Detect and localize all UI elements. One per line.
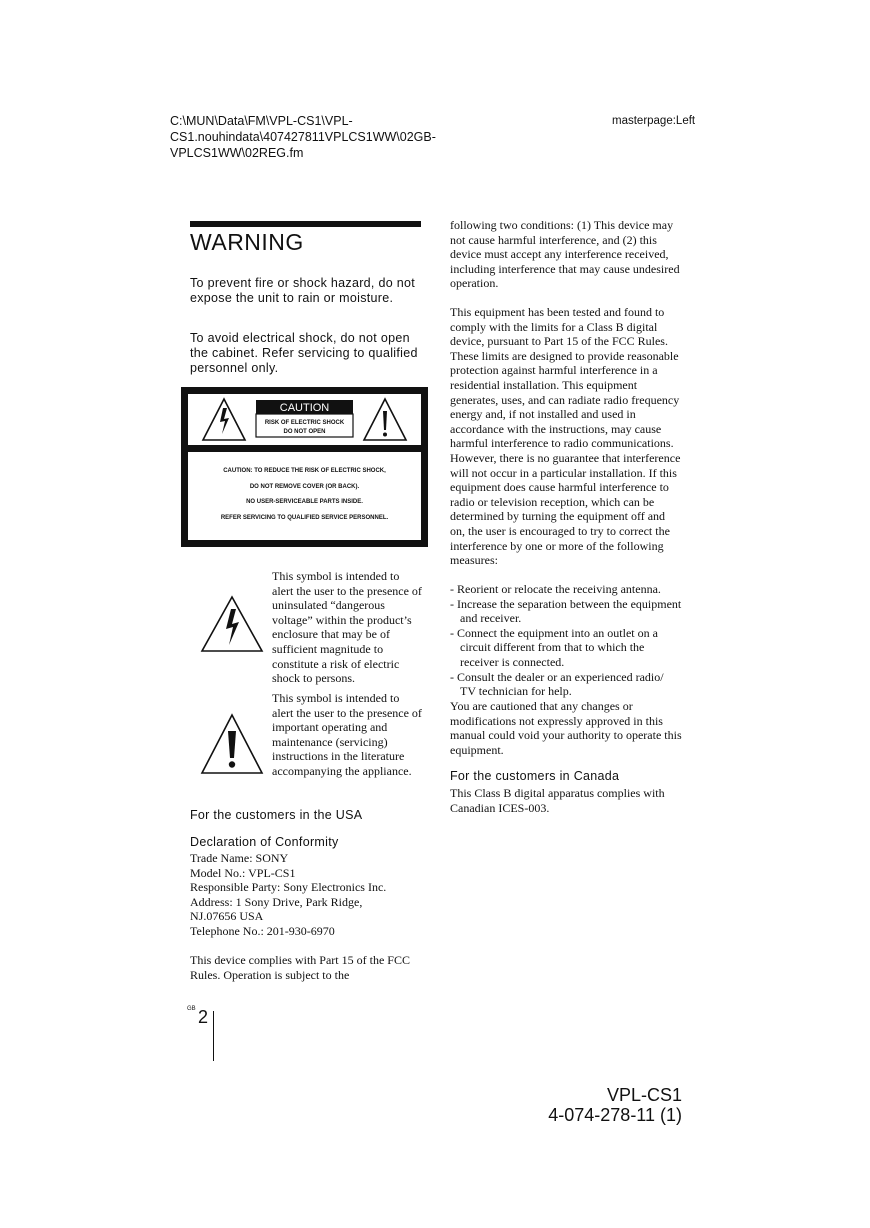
- caution-line-1: CAUTION: TO REDUCE THE RISK OF ELECTRIC SHOCK,: [223, 468, 386, 474]
- exclamation-triangle-icon: [200, 713, 264, 780]
- file-path: C:\MUN\Data\FM\VPL-CS1\VPL-CS1.nouhindata\407427811VPLCS1WW\02GB-VPLCS1WW\02REG.fm: [170, 114, 436, 160]
- caution-line-3: NO USER-SERVICEABLE PARTS INSIDE.: [246, 499, 363, 505]
- address-line-1: Address: 1 Sony Drive, Park Ridge,: [190, 894, 363, 909]
- list-item: - Increase the separation between the equipment and receiver.: [450, 596, 682, 626]
- measures-list: [450, 582, 682, 699]
- canada-text: This Class B digital apparatus complies with Canadian ICES-003.: [450, 786, 665, 815]
- alert-symbol-description: This symbol is intended to alert the user to the presence of important operating and maintenance (servicing) instructions in the literature accompanying the appliance.: [272, 691, 422, 778]
- masterpage-label: masterpage:Left: [612, 115, 696, 127]
- list-item: - Reorient or relocate the receiving antenna.: [450, 582, 661, 596]
- caution-label-title: CAUTION: [279, 402, 330, 414]
- page-marker-line: [213, 1011, 214, 1061]
- warning-paragraph-shock: To avoid electrical shock, do not open the cabinet. Refer servicing to qualified personnel only.: [190, 331, 418, 375]
- class-b-text: This equipment has been tested and found to comply with the limits for a Class B digital device, pursuant to Part 15 of the FCC Rules. These limits are designed to provide reasonable protection against harmful interference in a residential installation. This equipment generates, uses, and can radiate radio frequency energy and, if not installed and used in accordance with the instructions, may cause harmful interference to radio communications. However, there is no guarantee that interference will not occur in a particular installation. If this equipment does cause harmful interference to radio or television reception, which can be determined by turning the equipment off and on, the user is encouraged to try to correct the interference by one or more of the following measures:: [450, 305, 681, 568]
- list-item: - Consult the dealer or an experienced radio/ TV technician for help.: [450, 669, 664, 699]
- modification-warning: You are cautioned that any changes or modifications not expressly approved in this manual could void your authority to operate this equipment.: [450, 699, 682, 757]
- model-number: Model No.: VPL-CS1: [190, 865, 296, 880]
- trade-name: Trade Name: SONY: [190, 851, 289, 865]
- warning-paragraph-fire: To prevent fire or shock hazard, do not expose the unit to rain or moisture.: [190, 276, 416, 305]
- telephone: Telephone No.: 201-930-6970: [190, 923, 335, 938]
- conformity-heading: Declaration of Conformity: [190, 835, 339, 849]
- caution-label-sub2: DO NOT OPEN: [283, 429, 326, 435]
- caution-label: [181, 387, 428, 547]
- fcc-conditions-text: following two conditions: (1) This device may not cause harmful interference, and (2) this device must accept any interference received, including interference that may cause undesired operation.: [450, 218, 680, 291]
- warning-rule: [190, 221, 421, 227]
- responsible-party: Responsible Party: Sony Electronics Inc.: [190, 880, 387, 895]
- model-name: VPL-CS1: [606, 1085, 682, 1105]
- conformity-details: [190, 851, 422, 939]
- warning-title: WARNING: [190, 229, 304, 255]
- caution-label-sub1: RISK OF ELECTRIC SHOCK: [264, 420, 345, 426]
- fcc-compliance-text: This device complies with Part 15 of the FCC Rules. Operation is subject to the: [190, 953, 410, 982]
- caution-line-4: REFER SERVICING TO QUALIFIED SERVICE PERSONNEL.: [220, 515, 389, 521]
- list-item: - Connect the equipment into an outlet on a circuit different from that to which the receiver is connected.: [450, 625, 658, 669]
- caution-line-2: DO NOT REMOVE COVER (OR BACK).: [249, 484, 360, 490]
- page-number: 2: [198, 1007, 209, 1027]
- shock-symbol-description: This symbol is intended to alert the user to the presence of uninsulated “dangerous voltage” within the product’s enclosure that may be of sufficient magnitude to constitute a risk of electric shock to persons.: [272, 569, 422, 686]
- lightning-triangle-icon: [200, 595, 264, 658]
- address-line-2: NJ.07656 USA: [190, 909, 264, 924]
- region-mark: GB: [187, 1006, 196, 1012]
- document-number: 4-074-278-11 (1): [548, 1105, 682, 1125]
- canada-heading: For the customers in Canada: [450, 769, 620, 783]
- usa-heading: For the customers in the USA: [190, 808, 363, 822]
